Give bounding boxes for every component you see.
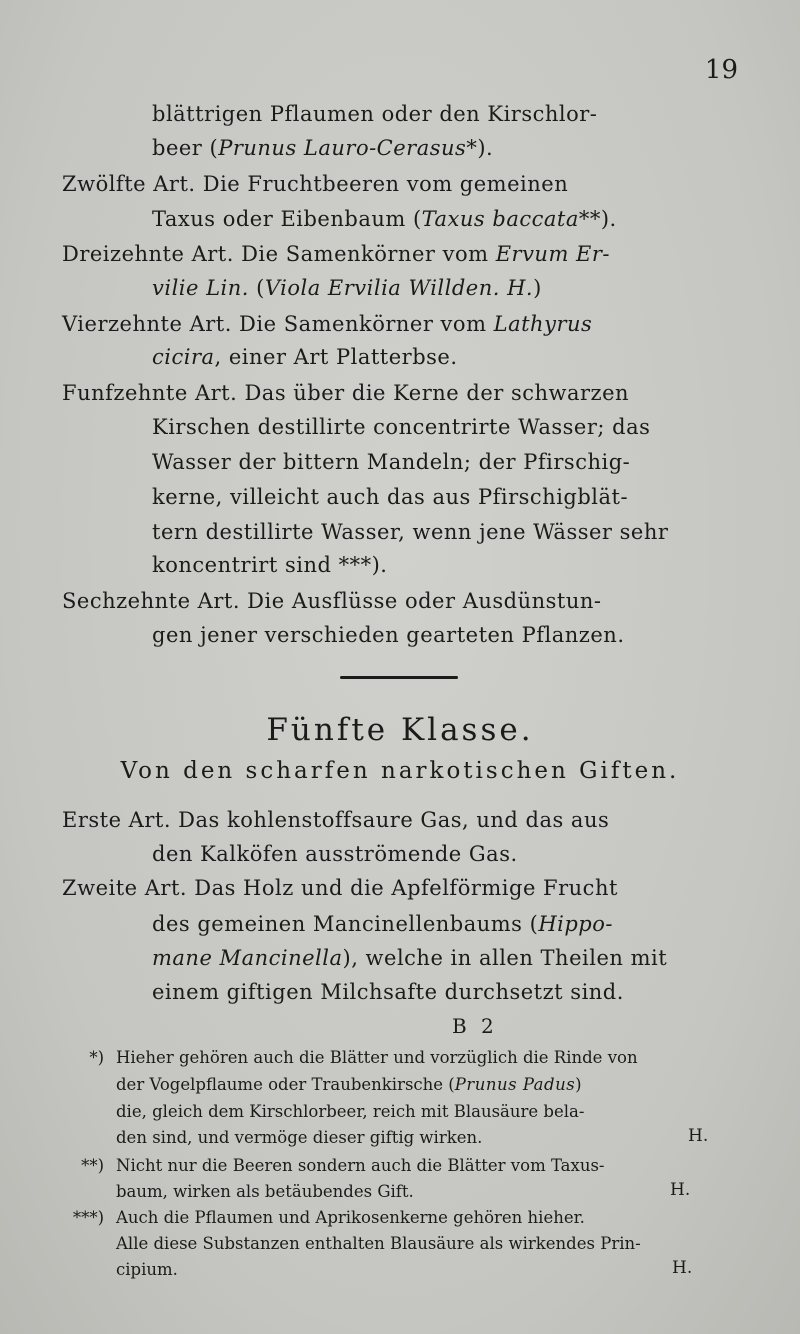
footnote-author: H. bbox=[688, 1126, 709, 1146]
signature-mark: B 2 bbox=[452, 1014, 498, 1038]
footnote-line: Alle diese Substanzen enthalten Blausäure als wirkendes Prin- bbox=[116, 1234, 641, 1253]
footnote-line: die, gleich dem Kirschlorbeer, reich mit Blausäure bela- bbox=[116, 1102, 585, 1121]
text-line: Zweite Art. Das Holz und die Apfelförmige Frucht bbox=[62, 876, 618, 900]
text-line: gen jener verschieden gearteten Pflanzen. bbox=[152, 623, 625, 647]
text-line: Wasser der bittern Mandeln; der Pfirschig- bbox=[152, 450, 631, 474]
footnote-marker: **) bbox=[81, 1156, 104, 1175]
text-line: Dreizehnte Art. Die Samenkörner vom Ervum Er- bbox=[62, 242, 611, 266]
text-line: blättrigen Pflaumen oder den Kirschlor- bbox=[152, 102, 598, 126]
text-line: einem giftigen Milchsafte durchsetzt sind. bbox=[152, 980, 624, 1004]
footnote-line: der Vogelpflaume oder Traubenkirsche (Prunus Padus) bbox=[116, 1075, 582, 1094]
text-line: beer (Prunus Lauro-Cerasus*). bbox=[152, 136, 494, 160]
footnote-line: Hieher gehören auch die Blätter und vorzüglich die Rinde von bbox=[116, 1048, 638, 1067]
footnote-line: Nicht nur die Beeren sondern auch die Blätter vom Taxus- bbox=[116, 1156, 605, 1175]
text-line: cicira, einer Art Platterbse. bbox=[152, 345, 458, 369]
text-line: Vierzehnte Art. Die Samenkörner vom Lathyrus bbox=[62, 312, 593, 336]
section-divider bbox=[340, 676, 458, 679]
text-line: koncentrirt sind ***). bbox=[152, 553, 388, 577]
text-line: Zwölfte Art. Die Fruchtbeeren vom gemeinen bbox=[62, 172, 569, 196]
footnote-author: H. bbox=[670, 1180, 691, 1200]
footnote-line: Auch die Pflaumen und Aprikosenkerne gehören hieher. bbox=[116, 1208, 585, 1227]
text-line: des gemeinen Mancinellenbaums (Hippo- bbox=[152, 912, 613, 936]
footnote-line: cipium. bbox=[116, 1260, 178, 1279]
class-subtitle: Von den scharfen narkotischen Giften. bbox=[120, 758, 680, 784]
footnote-marker: ***) bbox=[72, 1208, 104, 1227]
footnote-line: den sind, und vermöge dieser giftig wirken. bbox=[116, 1128, 483, 1147]
text-line: tern destillirte Wasser, wenn jene Wässer sehr bbox=[152, 520, 669, 544]
text-line: den Kalköfen ausströmende Gas. bbox=[152, 842, 518, 866]
text-line: Funfzehnte Art. Das über die Kerne der schwarzen bbox=[62, 381, 630, 405]
text-line: mane Mancinella), welche in allen Theilen mit bbox=[152, 946, 668, 970]
text-line: Sechzehnte Art. Die Ausflüsse oder Ausdünstun- bbox=[62, 589, 602, 613]
text-line: kerne, villeicht auch das aus Pfirschigblät- bbox=[152, 485, 629, 509]
class-title: Fünfte Klasse. bbox=[266, 712, 534, 748]
page-number: 19 bbox=[704, 55, 738, 85]
text-line: Taxus oder Eibenbaum (Taxus baccata**). bbox=[152, 207, 617, 231]
text-line: Kirschen destillirte concentrirte Wasser; das bbox=[152, 415, 651, 439]
text-line: Erste Art. Das kohlenstoffsaure Gas, und das aus bbox=[62, 808, 610, 832]
text-line: vilie Lin. (Viola Ervilia Willden. H.) bbox=[152, 276, 542, 300]
footnote-author: H. bbox=[672, 1258, 693, 1278]
footnote-marker: *) bbox=[89, 1048, 104, 1067]
footnote-line: baum, wirken als betäubendes Gift. bbox=[116, 1182, 414, 1201]
